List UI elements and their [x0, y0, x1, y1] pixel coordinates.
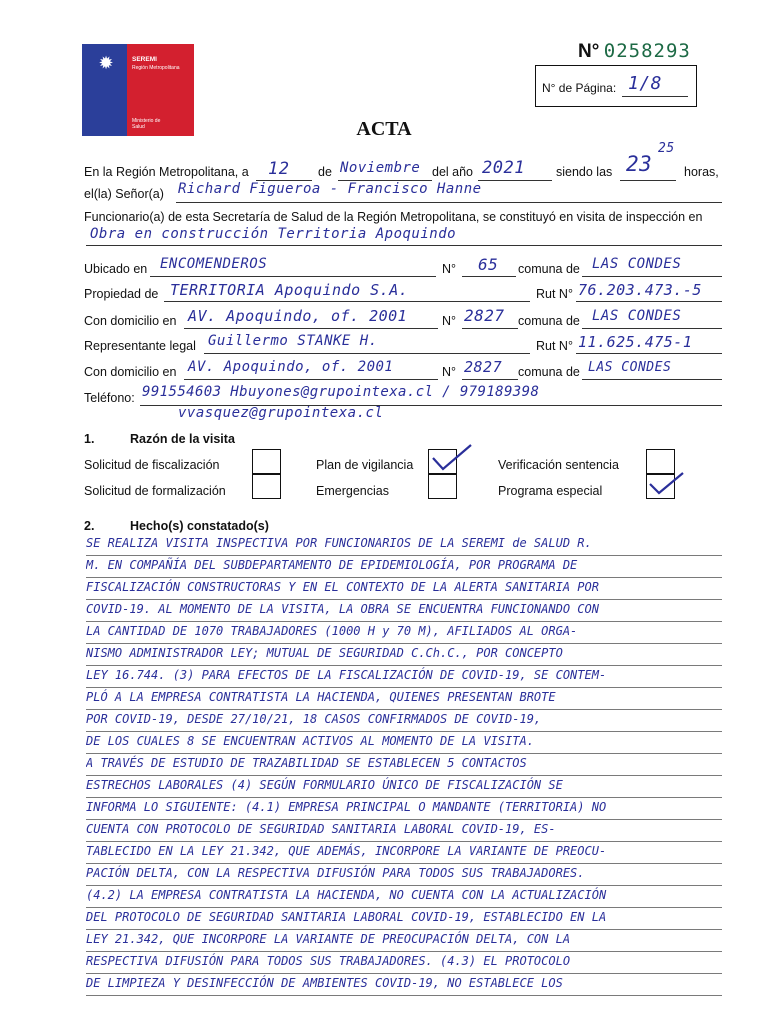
intro-text-1: En la Región Metropolitana, a: [84, 165, 249, 179]
propiedad-rut-line: [576, 301, 722, 302]
section1-title: Razón de la visita: [130, 432, 235, 446]
propiedad-value: TERRITORIA Apoquindo S.A.: [170, 281, 409, 299]
domicilio2-comuna-label: comuna de: [518, 365, 580, 379]
chile-emblem-icon: ✹: [98, 53, 114, 73]
option-programa-especial-label: Programa especial: [498, 484, 603, 498]
telefono-value-2: vvasquez@grupointexa.cl: [178, 405, 384, 421]
senor-line: [176, 202, 722, 203]
findings-line: DEL PROTOCOLO DE SEGURIDAD SANITARIA LABORAL COVID-19, ESTABLECIDO EN LA: [86, 908, 722, 930]
findings-line: CUENTA CON PROTOCOLO DE SEGURIDAD SANITARIA LABORAL COVID-19, ES-: [86, 820, 722, 842]
ubicado-comuna-line: [582, 276, 722, 277]
findings-line: PACIÓN DELTA, CON LA RESPECTIVA DIFUSIÓN PARA TODOS SUS TRABAJADORES.: [86, 864, 722, 886]
domicilio2-label: Con domicilio en: [84, 365, 177, 379]
folio: [578, 40, 691, 63]
domicilio1-num-line: [462, 328, 518, 329]
logo-seremi-text: SEREMI: [132, 56, 157, 63]
domicilio1-num: 2827: [464, 306, 505, 325]
document-title: ACTA: [356, 118, 412, 140]
hour-line: [620, 180, 676, 181]
ubicado-comuna-label: comuna de: [518, 262, 580, 276]
findings-line: POR COVID-19, DESDE 27/10/21, 18 CASOS CONFIRMADOS DE COVID-19,: [86, 710, 722, 732]
visit-place-value: Obra en construcción Territoria Apoquindo: [90, 226, 457, 242]
option-programa-especial-checkbox[interactable]: [646, 473, 675, 499]
domicilio1-value: AV. Apoquindo, of. 2001: [188, 307, 408, 325]
option-solicitud-fiscalizacion-label: Solicitud de fiscalización: [84, 458, 220, 472]
ubicado-num-line: [462, 276, 516, 277]
domicilio2-comuna-line: [582, 379, 722, 380]
ubicado-comuna: LAS CONDES: [592, 256, 682, 272]
domicilio1-comuna-line: [582, 328, 722, 329]
domicilio1-n-label: N°: [442, 314, 457, 328]
representante-rut: 11.625.475-1: [578, 333, 693, 351]
section2-number: 2.: [84, 519, 95, 533]
folio-prefix: N°: [578, 41, 600, 62]
representante-rut-label: Rut N°: [536, 339, 573, 353]
logo-ministerio-text: Ministerio de Salud: [132, 118, 161, 130]
findings-line: (4.2) LA EMPRESA CONTRATISTA LA HACIENDA, NO CUENTA CON LA ACTUALIZACIÓN: [86, 886, 722, 908]
year-line: [478, 180, 552, 181]
findings-line: DE LOS CUALES 8 SE ENCUENTRAN ACTIVOS AL MOMENTO DE LA VISITA.: [86, 732, 722, 754]
findings-line: LEY 21.342, QUE INCORPORE LA VARIANTE DE PREOCUPACIÓN DELTA, CON LA: [86, 930, 722, 952]
domicilio2-num-line: [462, 379, 518, 380]
option-emergencias-label: Emergencias: [316, 484, 389, 498]
propiedad-label: Propiedad de: [84, 287, 159, 301]
findings-line: SE REALIZA VISITA INSPECTIVA POR FUNCIONARIOS DE LA SEREMI de SALUD R.: [86, 534, 722, 556]
folio-number: 0258293: [603, 40, 691, 62]
intro-text-3: del año: [432, 165, 474, 179]
domicilio2-n-label: N°: [442, 365, 457, 379]
checkmark-icon: [429, 442, 475, 472]
section1-number: 1.: [84, 432, 95, 446]
propiedad-line: [164, 301, 530, 302]
findings-line: NISMO ADMINISTRADOR LEY; MUTUAL DE SEGURIDAD C.Ch.C., POR CONCEPTO: [86, 644, 722, 666]
findings-line: LEY 16.744. (3) PARA EFECTOS DE LA FISCALIZACIÓN DE COVID-19, SE CONTEM-: [86, 666, 722, 688]
findings-line: M. EN COMPAÑÍA DEL SUBDEPARTAMENTO DE EPIDEMIOLOGÍA, POR PROGRAMA DE: [86, 556, 722, 578]
findings-line: A TRAVÉS DE ESTUDIO DE TRAZABILIDAD SE ESTABLECEN 5 CONTACTOS: [86, 754, 722, 776]
findings-line: RESPECTIVA DIFUSIÓN PARA TODOS SUS TRABAJADORES. (4.3) EL PROTOCOLO: [86, 952, 722, 974]
domicilio2-line: [184, 379, 438, 380]
domicilio1-line: [184, 328, 438, 329]
option-verificacion-sentencia-label: Verificación sentencia: [498, 458, 619, 472]
findings-line: ESTRECHOS LABORALES (4) SEGÚN FORMULARIO ÚNICO DE FISCALIZACIÓN SE: [86, 776, 722, 798]
findings-line: INFORMA LO SIGUIENTE: (4.1) EMPRESA PRINCIPAL O MANDANTE (TERRITORIA) NO: [86, 798, 722, 820]
representante-rut-line: [576, 353, 722, 354]
option-emergencias-checkbox[interactable]: [428, 473, 457, 499]
propiedad-rut: 76.203.473.-5: [578, 281, 702, 299]
logo-region-text: Región Metropolitana: [132, 65, 180, 71]
day-value: 12: [268, 159, 290, 179]
page-number-box: [535, 65, 697, 107]
domicilio1-comuna-label: comuna de: [518, 314, 580, 328]
intro-text-2: de: [318, 165, 332, 179]
findings-text-area: [86, 534, 726, 1004]
visit-place-line: [86, 245, 722, 246]
findings-line: DE LIMPIEZA Y DESINFECCIÓN DE AMBIENTES COVID-19, NO ESTABLECE LOS: [86, 974, 722, 996]
findings-line: TABLECIDO EN LA LEY 21.342, QUE ADEMÁS, INCORPORE LA VARIANTE DE PREOCU-: [86, 842, 722, 864]
telefono-value: 991554603 Hbuyones@grupointexa.cl / 979189398: [142, 384, 540, 400]
ubicado-n-label: N°: [442, 262, 457, 276]
year-value: 2021: [482, 158, 525, 178]
page-number-label: N° de Página:: [542, 81, 617, 95]
representante-value: Guillermo STANKE H.: [208, 333, 378, 349]
representante-line: [204, 353, 530, 354]
propiedad-rut-label: Rut N°: [536, 287, 573, 301]
domicilio2-num: 2827: [464, 358, 503, 376]
option-solicitud-formalizacion-label: Solicitud de formalización: [84, 484, 226, 498]
findings-line: COVID-19. AL MOMENTO DE LA VISITA, LA OBRA SE ENCUENTRA FUNCIONANDO CON: [86, 600, 722, 622]
telefono-label: Teléfono:: [84, 391, 135, 405]
option-plan-vigilancia-label: Plan de vigilancia: [316, 458, 414, 472]
domicilio1-comuna: LAS CONDES: [592, 308, 682, 324]
funcionario-text: Funcionario(a) de esta Secretaría de Salud de la Región Metropolitana, se constituyó en visita de inspección en: [84, 210, 703, 224]
findings-line: LA CANTIDAD DE 1070 TRABAJADORES (1000 H y 70 M), AFILIADOS AL ORGA-: [86, 622, 722, 644]
ubicado-line: [150, 276, 436, 277]
intro-text-4: siendo las: [556, 165, 613, 179]
page-number-value: 1/8: [628, 73, 663, 94]
intro-text-5: horas,: [684, 165, 719, 179]
option-solicitud-fiscalizacion-checkbox[interactable]: [252, 449, 281, 475]
senor-label: el(la) Señor(a): [84, 187, 164, 201]
findings-line: FISCALIZACIÓN CONSTRUCTORAS Y EN EL CONTEXTO DE LA ALERTA SANITARIA POR: [86, 578, 722, 600]
month-value: Noviembre: [340, 160, 421, 176]
page-number-line: [622, 96, 688, 97]
senor-value: Richard Figueroa - Francisco Hanne: [178, 181, 482, 197]
ubicado-label: Ubicado en: [84, 262, 148, 276]
option-plan-vigilancia-checkbox[interactable]: [428, 449, 457, 475]
option-solicitud-formalizacion-checkbox[interactable]: [252, 473, 281, 499]
minute-value: 25: [658, 141, 675, 156]
domicilio1-label: Con domicilio en: [84, 314, 177, 328]
domicilio2-value: AV. Apoquindo, of. 2001: [188, 359, 394, 375]
checkmark-icon: [647, 468, 687, 498]
section2-title: Hecho(s) constatado(s): [130, 519, 269, 533]
representante-label: Representante legal: [84, 339, 196, 353]
hour-value: 23: [626, 152, 653, 176]
ubicado-num: 65: [478, 255, 499, 274]
findings-line: PLÓ A LA EMPRESA CONTRATISTA LA HACIENDA, QUIENES PRESENTAN BROTE: [86, 688, 722, 710]
domicilio2-comuna: LAS CONDES: [588, 360, 672, 375]
ubicado-value: ENCOMENDEROS: [160, 256, 268, 272]
